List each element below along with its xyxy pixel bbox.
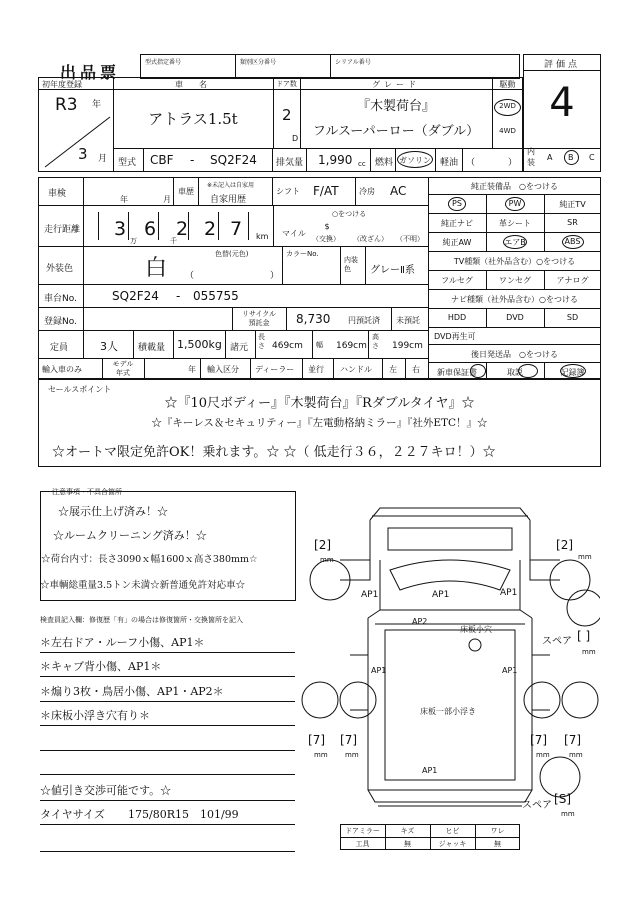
page-title: 出品票	[60, 63, 121, 82]
grade-label: グレード	[372, 80, 420, 89]
odo-digit-2: 6	[144, 218, 157, 240]
shareki-value: 自家用歴	[210, 195, 247, 205]
month-unit: 月	[98, 154, 108, 164]
tire-rr-inner-mm: mm	[536, 751, 550, 759]
inspector-label: 検査員記入欄：修復歴「有」の場合は修復箇所・交換箇所を記入	[40, 616, 243, 624]
equip-pw-circle	[505, 197, 525, 211]
chassis-dash: -	[176, 289, 181, 303]
tire-size-value: 175/80R15 101/99	[128, 808, 239, 821]
vehicle-damage-diagram	[300, 490, 600, 830]
first-reg-label: 初年度登録	[42, 80, 82, 89]
inspector-closing: ☆値引き交渉可能です。☆	[40, 784, 172, 797]
sales-line-2: ☆『キーレス＆セキュリティー』『左電動格納ミラー』『社外ETC！』☆	[151, 417, 488, 429]
katashiki-label: 型式指定番号	[145, 59, 182, 66]
shift-label: シフト	[276, 187, 300, 196]
capacity-value: 3人	[100, 340, 118, 353]
tire-rr-outer: [7]	[564, 733, 582, 747]
note-2: ☆ルームクリーニング済み！☆	[53, 529, 207, 542]
doors-label: ドア数	[276, 80, 297, 88]
score-label: 評価点	[543, 60, 580, 70]
import-dealer: ディーラー	[255, 365, 295, 374]
aircon-label: 冷房	[359, 187, 375, 196]
odo-dollar: $	[324, 222, 330, 231]
shaken-label: 車検	[48, 189, 67, 199]
ap1-mirror-right: AP1	[500, 588, 518, 598]
odometer-label: 走行距離	[44, 225, 81, 235]
fuel-label: 燃料	[375, 158, 394, 168]
recycle-pending: 未預託	[396, 316, 420, 325]
odo-swap: （交換）	[312, 235, 340, 243]
exterior-value: 白	[145, 256, 168, 281]
docs-manual-circle	[518, 364, 538, 378]
model-dash: -	[190, 153, 195, 167]
tire-rr-inner: [7]	[530, 733, 548, 747]
recycle-unit: 円預託済	[348, 316, 380, 325]
spare-bottom-label: スペア	[522, 800, 552, 811]
spare-top-label: スペア	[542, 636, 572, 647]
tire-fr-value: [2]	[556, 538, 574, 552]
shaken-year-unit: 年	[120, 195, 128, 204]
load-label: 積載量	[138, 343, 166, 353]
ap1-rail-left: AP1	[371, 666, 387, 675]
equip-pw: PW	[508, 199, 522, 208]
recycle-label-2: 預託金	[248, 319, 270, 327]
tv-analog: アナログ	[556, 276, 589, 285]
tv-title: TV種類（社外品含む）○をつける	[453, 257, 576, 266]
handle-right: 右	[412, 365, 420, 374]
odo-km-unit: km	[256, 232, 269, 241]
tv-fullseg: フルセグ	[441, 276, 473, 285]
tools-r1: 工具	[355, 840, 370, 848]
tire-fr-mm: mm	[578, 553, 592, 561]
docs-record-circle	[560, 364, 586, 378]
cc-unit: cc	[358, 160, 366, 168]
tools-h3: ヒビ	[445, 827, 460, 835]
chassis-prefix: SQ2F24	[112, 289, 159, 303]
inspector-2: ＊キャブ背小傷、AP1＊	[40, 660, 162, 673]
exterior-label: 外装色	[46, 264, 74, 274]
fuel-value: ガソリン	[399, 156, 431, 165]
navi-sd: SD	[566, 313, 579, 322]
note-1: ☆展示仕上げ済み！☆	[58, 505, 168, 518]
odo-sen-unit: 千	[170, 237, 177, 245]
load-value: 1,500kg	[177, 338, 222, 351]
tire-rl-outer-mm: mm	[314, 751, 328, 759]
odo-digit-4: 2	[204, 218, 217, 240]
import-parallel: 並行	[308, 365, 324, 374]
dvd-playback: DVD再生可	[434, 332, 476, 341]
navi-hdd: HDD	[447, 313, 467, 322]
shaken-month-unit: 月	[163, 195, 171, 204]
spare-bottom-value: [S]	[554, 792, 571, 806]
ap1-cab-back: AP1	[432, 590, 450, 600]
docs-record: 記録簿	[560, 368, 585, 377]
bed-lift-label: 床板一部小浮き	[420, 707, 476, 716]
tools-h4: ワレ	[490, 827, 505, 835]
handle-label: ハンドル	[340, 365, 372, 374]
equip-airbag: エアB	[504, 238, 526, 247]
odo-circle-note: ○をつける	[332, 210, 367, 218]
shareki-note: ※未記入は自家用	[207, 182, 255, 189]
grade-line-1: 『木製荷台』	[356, 99, 435, 114]
drive-4wd: 4WD	[499, 127, 516, 135]
tools-h2: キズ	[400, 827, 415, 835]
tools-h1: ドアミラー	[345, 827, 380, 835]
interior-grade-label: 内装	[527, 147, 535, 167]
handle-left: 左	[389, 365, 397, 374]
equip-sr: SR	[567, 218, 578, 227]
inspector-1: ＊左右ドア・ルーフ小傷、AP1＊	[40, 636, 205, 649]
tools-r3: ジャッキ	[438, 840, 467, 848]
ap1-rail-right: AP1	[502, 666, 518, 675]
docs-warranty: 新車保証書	[437, 368, 477, 377]
drive-2wd: 2WD	[499, 102, 516, 110]
tire-rl-outer: [7]	[308, 733, 326, 747]
ruibetsu-label: 類別区分番号	[240, 59, 277, 66]
ap1-mirror-left: AP1	[361, 590, 379, 600]
tools-r2: 無	[404, 840, 411, 848]
aircon-value: AC	[390, 184, 407, 198]
model-year-label-1: モデル	[112, 360, 134, 368]
bed-hole-label: 床板小穴	[460, 625, 492, 634]
docs-manual: 取説	[507, 368, 523, 377]
sales-line-3: ☆オートマ限定免許OK！乗れます。☆ ☆（ 低走行３６，２２７キロ！）☆	[52, 445, 496, 460]
interior-b: B	[568, 153, 574, 162]
width-value: 169cm	[336, 341, 367, 351]
serial-label: シリアル番号	[335, 59, 371, 66]
model-prefix: CBF	[150, 153, 174, 167]
length-label: 長さ	[258, 333, 265, 350]
tire-rr-outer-mm: mm	[569, 751, 583, 759]
displacement-value: 1,990	[318, 153, 353, 167]
first-reg-month: 3	[78, 145, 88, 163]
equip-leather: 革シート	[499, 219, 531, 228]
odo-digit-5: 7	[230, 218, 243, 240]
odo-digit-3: 2	[176, 218, 189, 240]
odo-unknown: （不明）	[396, 235, 424, 243]
recycle-value: 8,730	[296, 312, 331, 326]
import-year-unit: 年	[188, 365, 196, 374]
sales-label: セールスポイント	[48, 385, 112, 394]
interior-color-value: グレーⅡ系	[370, 265, 415, 276]
tire-rl-inner-mm: mm	[345, 751, 359, 759]
docs-warranty-circle	[470, 364, 486, 378]
tire-fl-mm: mm	[320, 556, 334, 564]
equip-ps: PS	[452, 199, 462, 208]
inspector-3: ＊煽り3枚・鳥居小傷、AP1・AP2＊	[40, 685, 224, 698]
car-name-label: 車 名	[175, 80, 211, 89]
chassis-label: 車台No.	[44, 294, 77, 304]
spare-top-mm: mm	[582, 648, 596, 656]
shift-value: F/AT	[313, 184, 339, 198]
ap2-label: AP2	[412, 617, 428, 626]
spare-top-value: [ ]	[577, 629, 591, 643]
chassis-number: 055755	[193, 289, 239, 303]
interior-color-label: 内装色	[344, 256, 358, 273]
notes-label: 注意事項・不具合箇所	[52, 488, 122, 496]
equipment-title: 純正装備品 ○をつける	[471, 182, 558, 191]
grade-line-2: フルスーパーロー（ダブル）	[312, 124, 480, 139]
tools-r4: 無	[494, 840, 501, 848]
first-reg-era: R3	[55, 95, 78, 115]
tire-size-label: タイヤサイズ	[40, 808, 105, 821]
import-type-label: 輸入区分	[207, 365, 239, 374]
inspector-4: ＊床板小浮き穴有り＊	[40, 709, 150, 722]
car-name: アトラス1.5t	[148, 110, 238, 128]
score-value: 4	[549, 80, 575, 126]
tv-oneseg: ワンセグ	[499, 276, 531, 285]
odo-tamper: （改ざん）	[353, 235, 388, 243]
paren-close: ）	[508, 158, 518, 168]
equip-navi: 純正ナビ	[441, 219, 473, 228]
doors-value: 2	[282, 106, 292, 124]
drive-label: 駆動	[499, 80, 516, 89]
equip-tv: 純正TV	[559, 200, 586, 209]
capacity-label: 定員	[50, 343, 69, 353]
navi-dvd: DVD	[506, 313, 524, 322]
tire-fl-value: [2]	[314, 538, 332, 552]
equip-aw: 純正AW	[442, 238, 472, 247]
spare-bottom-mm: mm	[561, 810, 575, 818]
note-4: ☆車輌総重量3.5トン未満☆新普通免許対応車☆	[40, 580, 246, 591]
height-value: 199cm	[392, 341, 423, 351]
model-year-label-2: 年式	[116, 369, 130, 377]
diesel-label: 軽油	[440, 158, 459, 168]
docs-title: 後日発送品 ○をつける	[471, 350, 558, 359]
model-label: 型式	[118, 158, 137, 168]
equip-airbag-circle	[503, 235, 527, 249]
interior-a: A	[547, 153, 553, 162]
registration-label: 登録No.	[44, 317, 77, 327]
odo-man-unit: 万	[130, 237, 137, 245]
length-value: 469cm	[272, 341, 303, 351]
interior-c: C	[589, 153, 595, 162]
paren-open: （	[466, 158, 476, 168]
recycle-label-1: リサイクル	[241, 310, 277, 318]
doors-suffix: D	[292, 134, 299, 143]
dims-label: 諸元	[230, 343, 249, 353]
import-year-label: 輸入車のみ	[42, 365, 82, 374]
equip-ps-circle	[448, 197, 466, 211]
sales-line-1: ☆『10尺ボディー』『木製荷台』『Rダブルタイヤ』☆	[164, 396, 475, 411]
shareki-label: 車歴	[178, 187, 194, 196]
model-code: SQ2F24	[210, 153, 257, 167]
odo-digit-1: 3	[114, 218, 127, 240]
color-no-label: カラーNo.	[286, 250, 319, 258]
navi-title: ナビ種類（社外品含む）○をつける	[451, 295, 578, 304]
equip-abs: ABS	[564, 237, 581, 246]
equip-abs-circle	[562, 235, 584, 249]
year-unit: 年	[92, 100, 102, 110]
ap1-rear: AP1	[422, 766, 438, 775]
tire-rl-inner: [7]	[340, 733, 358, 747]
note-3: ☆荷台内寸：長さ3090ｘ幅1600ｘ高さ380mm☆	[41, 554, 258, 565]
color-change-label: 色替(元色)	[215, 250, 249, 258]
displacement-label: 排気量	[276, 158, 304, 168]
height-label: 高さ	[372, 333, 379, 350]
mile-label: マイル	[282, 229, 306, 238]
width-label: 幅	[316, 341, 323, 349]
